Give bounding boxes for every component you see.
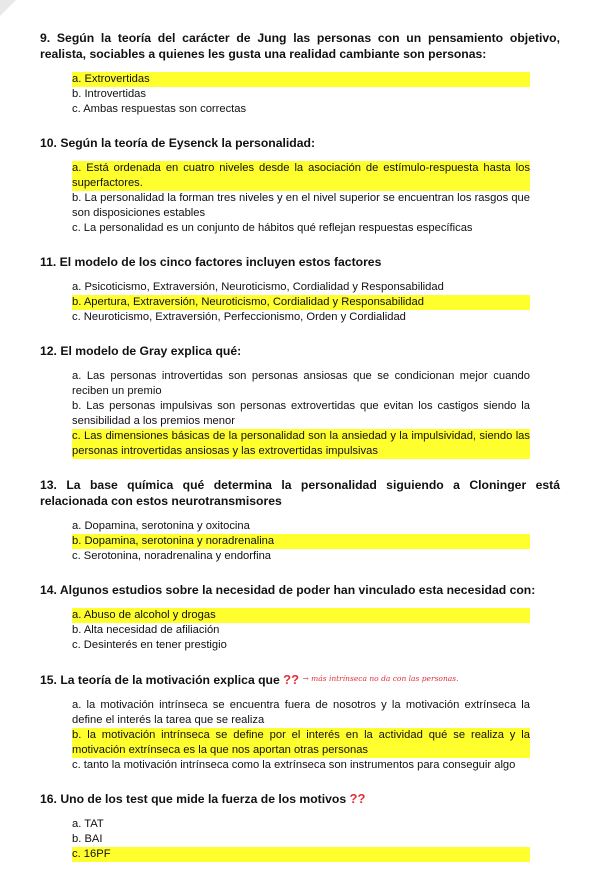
question-title [40, 30, 560, 62]
answer-option-highlighted: b. Dopamina, serotonina y noradrenalina [72, 534, 530, 549]
answer-option-highlighted: b. la motivación intrínseca se define por el interés en la actividad qué se realiza y la motivación extrínseca es la que nos aportan otras personas [72, 729, 530, 756]
answer-option: a. la motivación intrínseca se encuentra fuera de nosotros y la motivación extrínseca la define el interés la tarea que se realiza [72, 699, 530, 726]
answer-options [40, 280, 560, 325]
answer-option: b. BAI [72, 833, 103, 845]
question-title [40, 671, 560, 688]
question-text: 13. La base química qué determina la personalidad siguiendo a Cloninger está relacionada con estos neurotransmisores [40, 478, 560, 508]
question-title [40, 254, 560, 270]
question-block [40, 477, 560, 564]
answer-options [40, 369, 560, 459]
answer-option: a. Psicoticismo, Extraversión, Neuroticismo, Cordialidad y Responsabilidad [72, 281, 444, 293]
handwritten-annotation: → más intrínseca no da con las personas. [302, 674, 459, 683]
question-title [40, 135, 560, 151]
question-title [40, 582, 560, 598]
answer-options [40, 608, 560, 653]
answer-option: b. Las personas impulsivas son personas extrovertidas que evitan los castigos siendo la sensibilidad a los premios menor [72, 400, 530, 427]
answer-option: a. TAT [72, 818, 104, 830]
question-title [40, 343, 560, 359]
question-block [40, 254, 560, 325]
answer-option: b. Introvertidas [72, 88, 146, 100]
answer-option: c. Desinterés en tener prestigio [72, 639, 227, 651]
answer-option: b. Alta necesidad de afiliación [72, 624, 220, 636]
answer-option: c. Serotonina, noradrenalina y endorfina [72, 550, 272, 562]
answer-option: a. Las personas introvertidas son personas ansiosas que se condicionan mejor cuando reciben un premio [72, 370, 530, 397]
handwritten-question-marks: ?? [349, 791, 366, 806]
question-text: 15. La teoría de la motivación explica que [40, 673, 280, 687]
answer-options [40, 519, 560, 564]
answer-options [40, 161, 560, 236]
question-text: 9. Según la teoría del carácter de Jung las personas con un pensamiento objetivo, realista, sociables a quienes les gusta una realidad cambiante son personas: [40, 31, 560, 61]
answer-option-highlighted: b. Apertura, Extraversión, Neuroticismo, Cordialidad y Responsabilidad [72, 295, 530, 310]
answer-option-highlighted: a. Abuso de alcohol y drogas [72, 608, 530, 623]
answer-option: c. La personalidad es un conjunto de hábitos qué reflejan respuestas específicas [72, 222, 473, 234]
question-block [40, 30, 560, 117]
answer-option: b. La personalidad la forman tres niveles y en el nivel superior se encuentran los rasgos que son disposiciones estables [72, 192, 530, 219]
question-title [40, 477, 560, 509]
document-page [40, 30, 560, 880]
answer-option: c. Ambas respuestas son correctas [72, 103, 247, 115]
answer-option-highlighted: a. Extrovertidas [72, 72, 530, 87]
question-text: 16. Uno de los test que mide la fuerza de los motivos [40, 792, 347, 806]
answer-options [40, 72, 560, 117]
answer-option: c. Neuroticismo, Extraversión, Perfeccionismo, Orden y Cordialidad [72, 311, 406, 323]
question-text: 10. Según la teoría de Eysenck la personalidad: [40, 136, 315, 150]
question-block [40, 343, 560, 459]
question-title [40, 791, 560, 807]
answer-option: a. Dopamina, serotonina y oxitocina [72, 520, 250, 532]
handwritten-question-marks: ?? [283, 672, 300, 687]
answer-option: c. tanto la motivación intrínseca como la extrínseca son instrumentos para conseguir algo [72, 759, 516, 771]
answer-options [40, 698, 560, 773]
answer-option-highlighted: c. Las dimensiones básicas de la personalidad son la ansiedad y la impulsividad, siendo las personas introvertidas ansiosas y las extrovertidas impulsivas [72, 430, 530, 457]
question-text: 11. El modelo de los cinco factores incluyen estos factores [40, 255, 382, 269]
question-block [40, 135, 560, 236]
answer-options [40, 817, 560, 862]
question-text: 12. El modelo de Gray explica qué: [40, 344, 242, 358]
question-block [40, 791, 560, 862]
answer-option-highlighted: c. 16PF [72, 847, 530, 862]
question-block [40, 671, 560, 773]
question-block [40, 582, 560, 653]
answer-option-highlighted: a. Está ordenada en cuatro niveles desde la asociación de estímulo-respuesta hasta los superfactores. [72, 162, 530, 189]
question-text: 14. Algunos estudios sobre la necesidad de poder han vinculado esta necesidad con: [40, 583, 536, 597]
page-corner-fold [0, 0, 16, 16]
